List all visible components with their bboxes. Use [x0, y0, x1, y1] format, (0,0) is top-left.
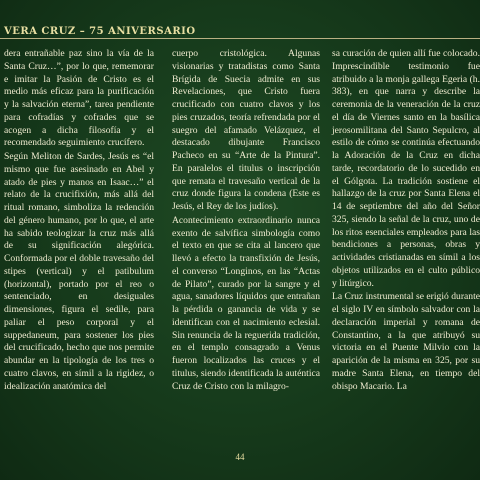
text-column-3	[332, 48, 480, 393]
page-number: 44	[235, 452, 245, 462]
paragraph: sa curación de quien allí fue colocado. Imprescindible testimonio fue atribuido a la monja gallega Egeria (h. 383), en que narra y describe la ceremonia de la veneración de la cruz el día de Viernes santo en la basílica jerosomilitana del Santo Sepulcro, al estilo de cómo se continúa efectuando la Adoración de la Cruz en dicha tarde, recordatorio de lo sucedido en el Gólgota. La tradición sostiene el hallazgo de la cruz por Santa Elena el 14 de septiembre del año del Señor 325, siendo la señal de la cruz, uno de los ritos esenciales empleados para las bendiciones a personas, obras y actividades cristianadas en símil a los objetos utilizados en el culto público y litúrgico.	[332, 48, 480, 289]
text-column-1	[4, 48, 154, 393]
paragraph: dera entrañable paz sino la vía de la Santa Cruz…”, por lo que, rememorar e imitar la Pasión de Cristo es el medio más eficaz para la purificación y la salvación eterna”, tarea pendiente para cofradías y cofrades que se acogen a dicha filosofía y el recomendado seguimiento crucífero.	[4, 48, 154, 149]
header-rule	[0, 38, 480, 39]
text-column-2	[172, 48, 320, 393]
paragraph: La Cruz instrumental se erigió durante el siglo IV en símbolo salvador con la declaración imperial y romana de Constantino, a la que atribuyó su victoria en el Puente Milvio con la aparición de la misma en 325, por su madre Santa Elena, en tiempo del obispo Macario. La	[332, 291, 480, 392]
paragraph: Acontecimiento extraordinario nunca exento de salvífica simbología como el texto en que se cita al lancero que llevó a efecto la transfixión de Jesús, el converso “Longinos, en las “Actas de Pilato”, curado por la sangre y el agua, sanadores líquidos que entrañan la pérdida o ganancia de vida y se identifican con el nacimiento eclesial. Sin renuncia de la reguerida tradición, en el templo consagrado a Venus fueron localizados las cruces y el titulus, siendo identificada la auténtica Cruz de Cristo con la milagro-	[172, 214, 320, 392]
paragraph: cuerpo cristológica. Algunas visionarias y tratadistas como Santa Brígida de Suecia admite en sus Revelaciones, que Cristo fuera crucificado con cuatro clavos y los pies cruzados, teoría refrendada por el suegro del afamado Velázquez, el destacado dibujante Francisco Pacheco en su “Arte de la Pintura”. En paralelos el titulus o inscripción que remata el travesaño vertical de la cruz donde figura la condena (Este es Jesús, el Rey de los judíos).	[172, 48, 320, 212]
running-header: VERA CRUZ – 75 ANIVERSARIO	[4, 26, 196, 37]
paragraph: Según Meliton de Sardes, Jesús es “el mismo que fue asesinado en Abel y atado de pies y manos en Isaac…” el relato de la crucifixión, más allá del ritual romano, simboliza la redención del género humano, por lo que, el arte ha sabido teologizar la cruz más allá de su significación alegórica. Conformada por el doble travesaño del stipes (vertical) y el patibulum (horizontal), portado por el reo o sentenciado, en desiguales dimensiones, figura el sedile, para paliar el peso corporal y el suppedaneum, para sostener los pies del crucificado, hecho que nos permite abundar en la tipología de los tres o cuatro clavos, en símil a la rigidez, o idealización anatómica del	[4, 151, 154, 392]
